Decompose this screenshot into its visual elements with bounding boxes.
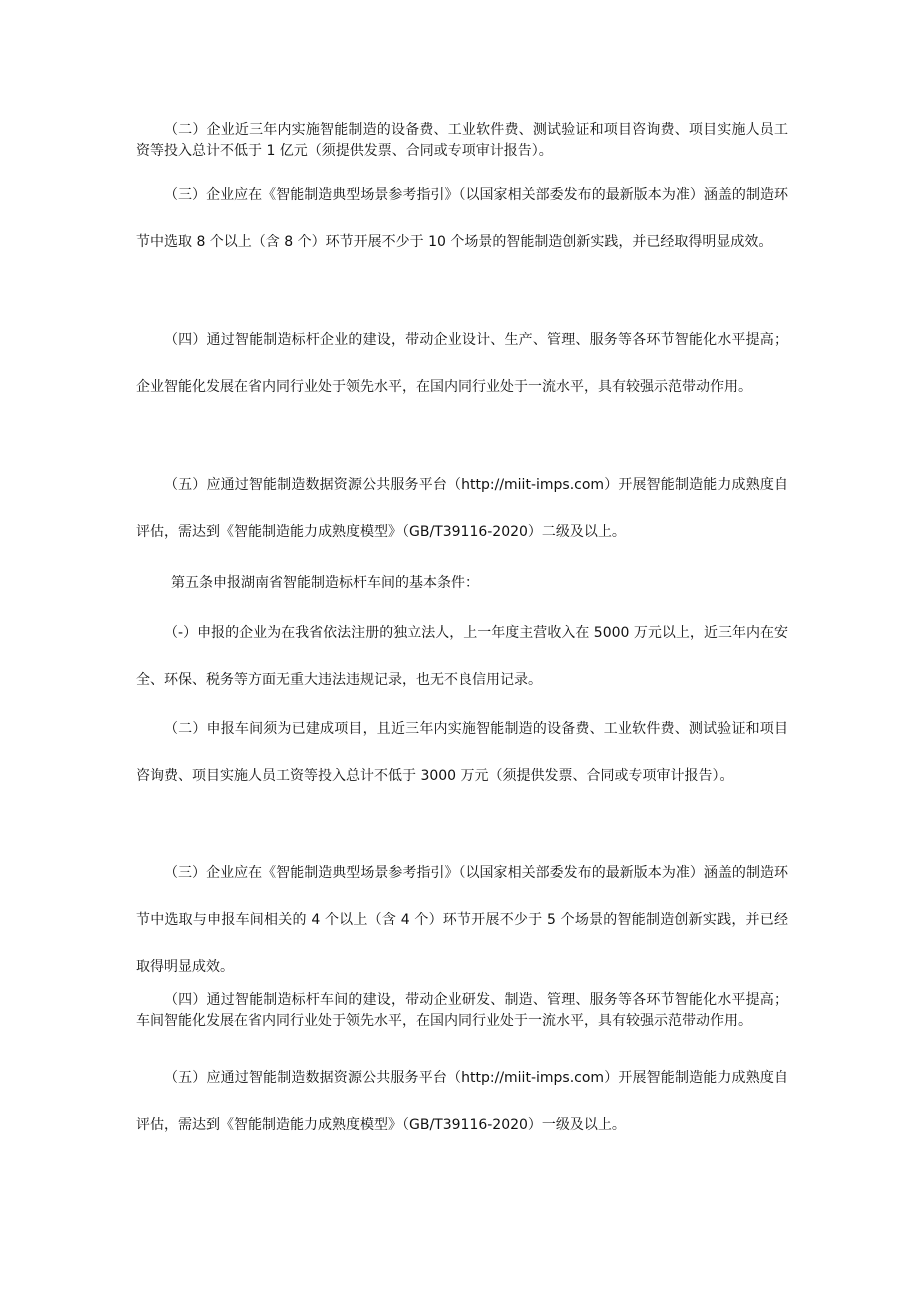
paragraph-workshop-legal-entity: （-）申报的企业为在我省依法注册的独立法人，上一年度主营收入在 5000 万元以上，近三年内在安全、环保、税务等方面无重大违法违规记录，也无不良信用记录。: [136, 625, 788, 688]
paragraph-workshop-benchmark: （四）通过智能制造标杆车间的建设，带动企业研发、制造、管理、服务等各环节智能化水平提高；车间智能化发展在省内同行业处于领先水平，在国内同行业处于一流水平，具有较强示范带动作用。: [136, 992, 788, 1029]
paragraph-workshop-maturity: （五）应通过智能制造数据资源公共服务平台（http://miit-imps.com）开展智能制造能力成熟度自评估，需达到《智能制造能力成熟度模型》（GB/T39116-2020）一级及以上。: [136, 1070, 788, 1133]
paragraph-workshop-investment: （二）申报车间须为已建成项目，且近三年内实施智能制造的设备费、工业软件费、测试验证和项目咨询费、项目实施人员工资等投入总计不低于 3000 万元（须提供发票、合同或专项审计报告）。: [136, 721, 788, 784]
paragraph-enterprise-investment: （二）企业近三年内实施智能制造的设备费、工业软件费、测试验证和项目咨询费、项目实施人员工资等投入总计不低于 1 亿元（须提供发票、合同或专项审计报告）。: [136, 122, 788, 159]
paragraph-enterprise-scenarios: （三）企业应在《智能制造典型场景参考指引》（以国家相关部委发布的最新版本为准）涵盖的制造环节中选取 8 个以上（含 8 个）环节开展不少于 10 个场景的智能制造创新实践，并已经取得明显成效。: [136, 187, 788, 250]
paragraph-enterprise-benchmark: （四）通过智能制造标杆企业的建设，带动企业设计、生产、管理、服务等各环节智能化水平提高；企业智能化发展在省内同行业处于领先水平，在国内同行业处于一流水平，具有较强示范带动作用。: [136, 332, 788, 395]
article-five-heading: 第五条申报湖南省智能制造标杆车间的基本条件：: [171, 575, 479, 591]
paragraph-enterprise-maturity: （五）应通过智能制造数据资源公共服务平台（http://miit-imps.com）开展智能制造能力成熟度自评估，需达到《智能制造能力成熟度模型》（GB/T39116-2020）二级及以上。: [136, 477, 788, 540]
paragraph-workshop-scenarios: （三）企业应在《智能制造典型场景参考指引》（以国家相关部委发布的最新版本为准）涵盖的制造环节中选取与申报车间相关的 4 个以上（含 4 个）环节开展不少于 5 个场景的智能制造创新实践，并已经取得明显成效。: [136, 865, 788, 975]
